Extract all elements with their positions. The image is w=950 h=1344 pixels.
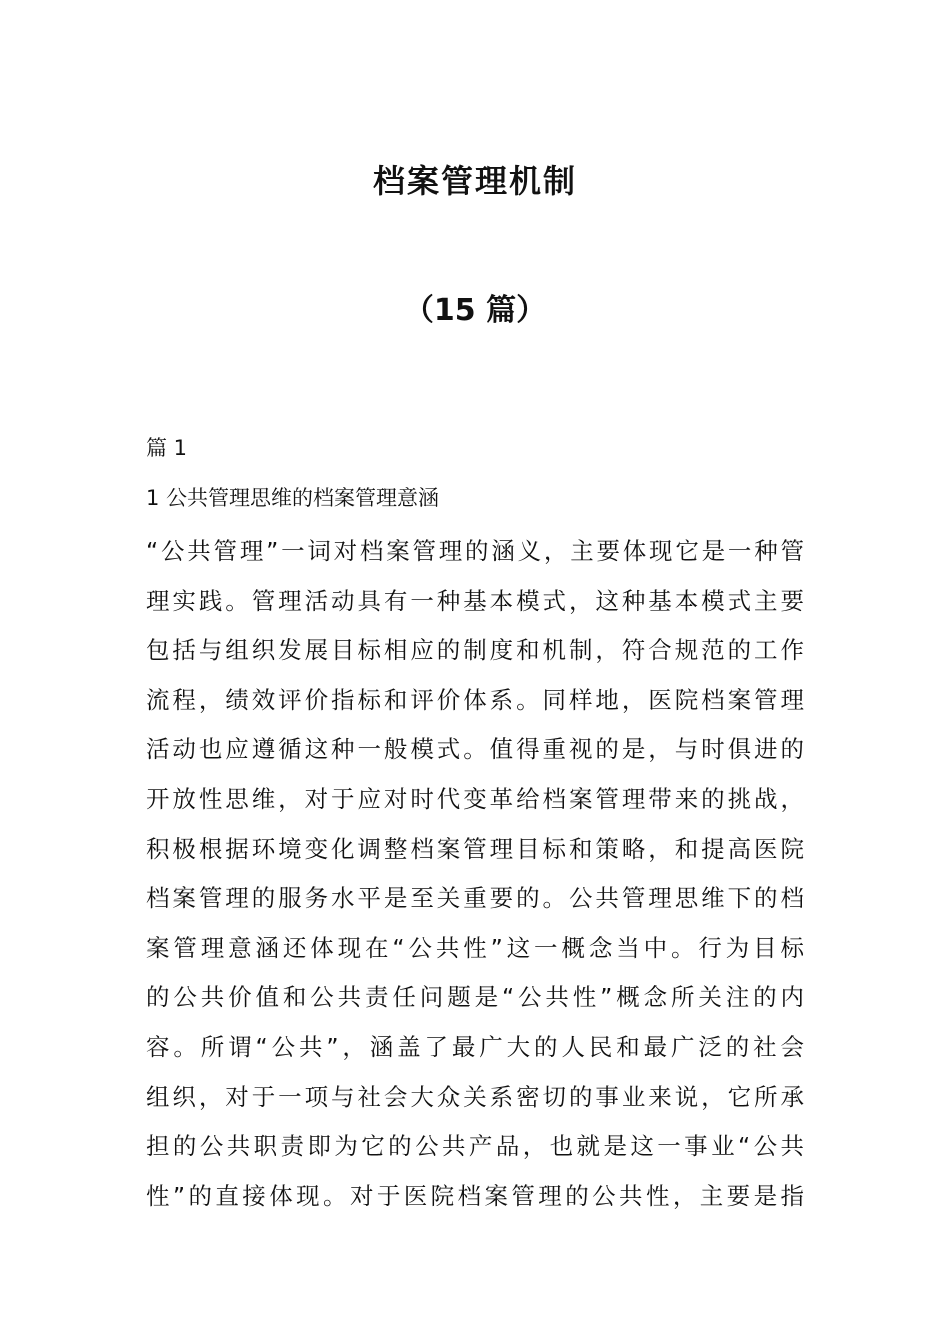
body-line: 积极根据环境变化调整档案管理目标和策略，和提高医院	[146, 834, 804, 863]
document-title: 档案管理机制	[372, 162, 577, 200]
body-line: 流程，绩效评价指标和评价体系。同样地，医院档案管理	[146, 685, 804, 714]
body-line: 担的公共职责即为它的公共产品，也就是这一事业“公共	[146, 1132, 804, 1161]
document-subtitle: （15 篇）	[403, 293, 547, 328]
body-paragraph	[146, 527, 804, 1221]
body-line: 开放性思维，对于应对时代变革给档案管理带来的挑战，	[146, 784, 804, 813]
body-line: 活动也应遵循这种一般模式。值得重视的是，与时俱进的	[146, 735, 804, 764]
body-line: 档案管理的服务水平是至关重要的。公共管理思维下的档	[146, 884, 804, 913]
body-line: 包括与组织发展目标相应的制度和机制，符合规范的工作	[146, 636, 804, 665]
body-line: “公共管理”一词对档案管理的涵义，主要体现它是一种管	[146, 537, 804, 565]
body-line: 组织，对于一项与社会大众关系密切的事业来说，它所承	[146, 1082, 804, 1111]
chapter-label: 篇 1	[146, 436, 188, 460]
body-line: 案管理意涵还体现在“公共性”这一概念当中。行为目标	[146, 933, 804, 962]
body-line: 理实践。管理活动具有一种基本模式，这种基本模式主要	[146, 586, 804, 615]
body-line: 性”的直接体现。对于医院档案管理的公共性，主要是指	[146, 1181, 804, 1210]
section-heading: 1 公共管理思维的档案管理意涵	[146, 486, 440, 510]
body-line: 容。所谓“公共”，涵盖了最广大的人民和最广泛的社会	[146, 1032, 804, 1061]
body-line: 的公共价值和公共责任问题是“公共性”概念所关注的内	[146, 983, 804, 1012]
